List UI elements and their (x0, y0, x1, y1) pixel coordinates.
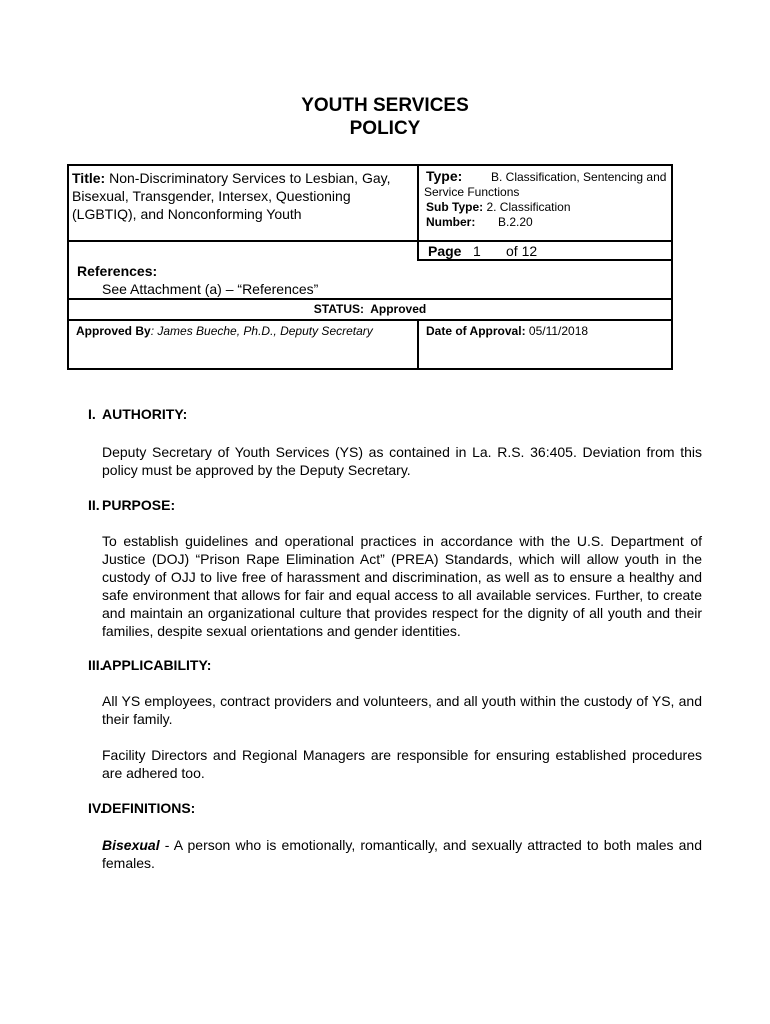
section-1-number: I. (88, 406, 96, 422)
approved-by (76, 324, 373, 339)
page-label: Page (428, 243, 462, 259)
status-label: STATUS: (313, 302, 364, 316)
document-title (0, 94, 770, 140)
section-2-paragraph: To establish guidelines and operational practices in accordance with the U.S. Department of Justice (DOJ) “Prison Rape Elimination Act” (PREA) Standards, which will allow youth in the custody of OJJ to live free of harassment and discrimination, as well as to ensure a healthy and safe environment that allows for fair and equal access to all available services. Further, to create and maintain an organizational culture that provides respect for the dignity of all youth and their families, despite sexual orientations and gender identities. (102, 533, 702, 639)
section-3-number: III. (88, 657, 104, 673)
section-1-heading: AUTHORITY: (102, 406, 188, 422)
box-divider-vertical-bottom (417, 319, 419, 370)
policy-title-label: Title: (72, 170, 106, 186)
box-divider-page-row (67, 240, 673, 242)
section-2-number: II. (88, 497, 100, 513)
box-divider-status-top (67, 298, 673, 300)
document-title-line1: YOUTH SERVICES (301, 95, 469, 116)
section-4-number: IV. (88, 800, 104, 816)
approved-by-value: : James Bueche, Ph.D., Deputy Secretary (150, 324, 373, 338)
status-value: Approved (370, 302, 427, 316)
section-3-heading: APPLICABILITY: (102, 657, 212, 673)
definition-bisexual (102, 836, 702, 872)
box-divider-status-bottom (67, 319, 673, 321)
subtype-row (426, 200, 571, 215)
section-1-paragraph: Deputy Secretary of Youth Services (YS) as contained in La. R.S. 36:405. Deviation from this policy must be approved by the Deputy Secretary. (102, 444, 702, 478)
subtype-label: Sub Type: (426, 200, 484, 214)
section-3-paragraph-2: Facility Directors and Regional Managers are responsible for ensuring established procedures are adhered too. (102, 747, 702, 781)
page-total: of 12 (506, 243, 538, 259)
type-value: B. Classification, Sentencing and Service Functions (424, 170, 667, 199)
date-of-approval (426, 324, 588, 339)
section-3-paragraph-1: All YS employees, contract providers and volunteers, and all youth within the custody of YS, and their family. (102, 693, 702, 727)
number-value: B.2.20 (498, 215, 533, 229)
box-divider-vertical-top (417, 164, 419, 260)
definition-term: Bisexual (102, 837, 160, 853)
status-row (67, 302, 673, 317)
date-of-approval-label: Date of Approval: (426, 324, 526, 338)
subtype-value: 2. Classification (486, 200, 571, 214)
section-2-heading: PURPOSE: (102, 497, 176, 513)
policy-title-text: Non-Discriminatory Services to Lesbian, Gay, Bisexual, Transgender, Intersex, Questioning (LGBTIQ), and Nonconforming Youth (72, 170, 391, 222)
references-text: See Attachment (a) – “References” (102, 281, 319, 297)
document-title-line2: POLICY (349, 118, 421, 139)
approved-by-label: Approved By (76, 324, 151, 338)
section-4-heading: DEFINITIONS: (102, 800, 196, 816)
type-label: Type: (426, 168, 463, 184)
policy-title (72, 169, 414, 223)
definition-text: - A person who is emotionally, romantically, and sexually attracted to both males and females. (102, 837, 702, 871)
page-current: 1 (473, 243, 481, 259)
date-of-approval-value: 05/11/2018 (528, 324, 589, 338)
number-label: Number: (426, 215, 476, 229)
references-label: References: (77, 263, 158, 279)
